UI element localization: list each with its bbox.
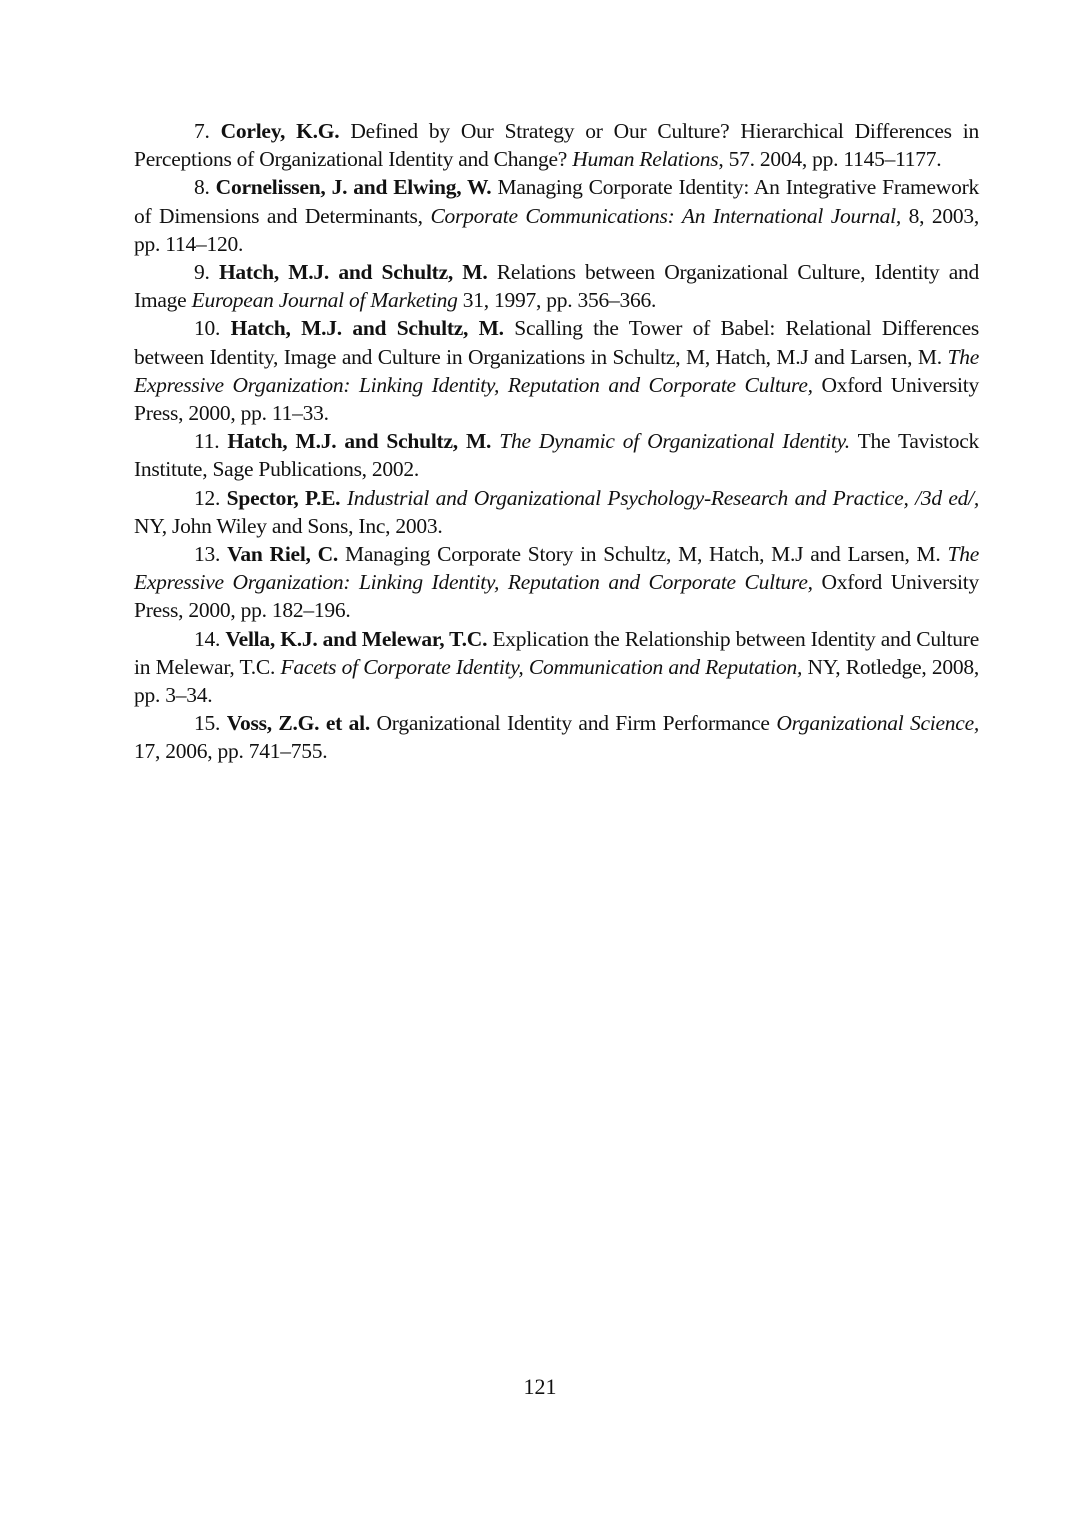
reference-item-13 bbox=[134, 540, 979, 625]
reference-details: 17, 2006, pp. 741–755. bbox=[134, 739, 328, 764]
reference-number: 10. bbox=[194, 316, 221, 341]
reference-journal: Human Relations bbox=[572, 147, 719, 172]
reference-item-12 bbox=[134, 484, 979, 540]
reference-details: The Tavistock Institute, Sage Publications, 2002. bbox=[134, 429, 980, 482]
reference-text: Scalling the Tower of Babel: Relational Differences between Identity, Image and Culture in Organizations in Schultz, M, Hatch, M.J and Larsen, M. bbox=[134, 316, 979, 369]
reference-item-9 bbox=[134, 258, 979, 314]
reference-item-11 bbox=[134, 427, 979, 483]
page-number: 121 bbox=[523, 1374, 557, 1399]
reference-item-8 bbox=[134, 173, 979, 258]
reference-number: 15. bbox=[194, 711, 221, 736]
reference-author: Spector, P.E. bbox=[226, 485, 341, 510]
reference-item-14 bbox=[134, 625, 979, 710]
reference-text: Relations between Organizational Culture, Identity and Image bbox=[134, 260, 980, 313]
reference-journal: The Expressive Organization: Linking Identity, Reputation and Corporate Culture, bbox=[134, 344, 979, 397]
reference-number: 9. bbox=[194, 260, 210, 285]
reference-details: Oxford University Press, 2000, pp. 11–33. bbox=[134, 372, 979, 426]
reference-details: Oxford University Press, 2000, pp. 182–196. bbox=[134, 570, 979, 623]
reference-journal: European Journal of Marketing bbox=[191, 288, 458, 313]
reference-list bbox=[134, 117, 979, 766]
reference-item-7 bbox=[134, 117, 979, 173]
reference-journal: Industrial and Organizational Psychology-Research and Practice, /3d ed/, bbox=[346, 485, 979, 510]
reference-details: NY, John Wiley and Sons, Inc, 2003. bbox=[134, 513, 443, 538]
reference-number: 8. bbox=[194, 175, 210, 200]
reference-author: Hatch, M.J. and Schultz, M. bbox=[230, 316, 504, 341]
reference-details: , 57. 2004, pp. 1145–1177. bbox=[718, 147, 942, 172]
reference-number: 13. bbox=[194, 542, 221, 567]
reference-journal: The Expressive Organization: Linking Identity, Reputation and Corporate Culture, bbox=[134, 542, 979, 595]
reference-author: Corley, K.G. bbox=[220, 119, 340, 143]
reference-text: Defined by Our Strategy or Our Culture? Hierarchical Differences in Perceptions of Organizational Identity and Change? bbox=[134, 119, 979, 172]
reference-author: Van Riel, C. bbox=[227, 542, 339, 567]
reference-number: 7. bbox=[194, 119, 210, 143]
reference-item-15 bbox=[134, 709, 979, 765]
reference-details: 31, 1997, pp. 356–366. bbox=[457, 288, 657, 313]
reference-author: Vella, K.J. and Melewar, T.C. bbox=[225, 626, 488, 651]
reference-text: Organizational Identity and Firm Performance bbox=[369, 711, 777, 736]
reference-number: 12. bbox=[194, 485, 221, 510]
reference-journal: Organizational Science, bbox=[776, 711, 980, 736]
reference-journal: Corporate Communications: An International Journal, bbox=[430, 203, 901, 228]
reference-text: Managing Corporate Story in Schultz, M, Hatch, M.J and Larsen, M. bbox=[338, 542, 948, 567]
reference-item-10 bbox=[134, 314, 979, 427]
reference-author: Hatch, M.J. and Schultz, M. bbox=[218, 260, 488, 285]
reference-number: 11. bbox=[194, 429, 220, 454]
reference-details: 8, 2003, pp. 114–120. bbox=[134, 203, 979, 256]
reference-details: NY, Rotledge, 2008, pp. 3–34. bbox=[134, 654, 979, 708]
reference-text: Managing Corporate Identity: An Integrative Framework of Dimensions and Determinants, bbox=[134, 175, 979, 228]
reference-journal: Facets of Corporate Identity, Communication and Reputation, bbox=[280, 654, 803, 679]
reference-author: Hatch, M.J. and Schultz, M. bbox=[227, 429, 492, 454]
reference-author: Cornelissen, J. and Elwing, W. bbox=[215, 175, 492, 200]
reference-author: Voss, Z.G. et al. bbox=[226, 711, 370, 736]
reference-text: Explication the Relationship between Identity and Culture in Melewar, T.C. bbox=[134, 626, 980, 679]
reference-number: 14. bbox=[194, 626, 221, 651]
reference-journal: The Dynamic of Organizational Identity. bbox=[499, 429, 850, 454]
